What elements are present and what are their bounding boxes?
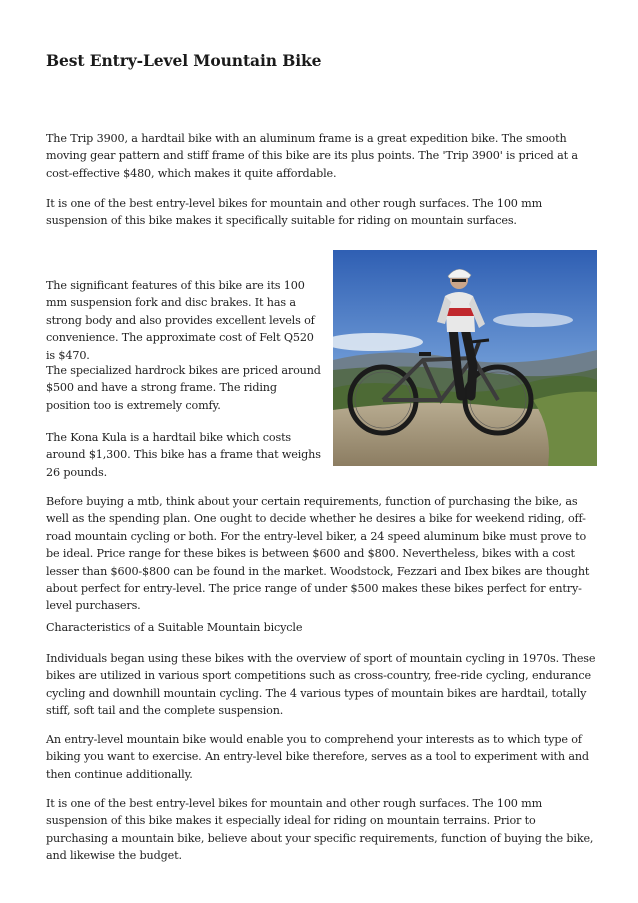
mountain-bike-rider-photo xyxy=(333,250,597,466)
paragraph-2: It is one of the best entry-level bikes for mountain and other rough surfaces. The 100 mm suspension of this bike makes it specifically suitable for riding on mountain surfaces. xyxy=(46,197,543,228)
paragraph-5: The Kona Kula is a hardtail bike which costs around $1,300. This bike has a frame that weighs 26 pounds. xyxy=(46,431,321,479)
paragraph-8: An entry-level mountain bike would enable you to comprehend your interests as to which type of biking you want to exercise. An entry-level bike therefore, serves as a tool to experiment with and then continue additionally. xyxy=(46,733,589,781)
paragraph-6: Before buying a mtb, think about your certain requirements, function of purchasing the bike, as well as the spending plan. One ought to decide whether he desires a bike for weekend riding, off-road mountain cycling or both. For the entry-level biker, a 24 speed aluminum bike must prove to be ideal. Price range for these bikes is between $600 and $800. Nevertheless, bikes with a cost lesser than $600-$800 can be found in the market. Woodstock, Fezzari and Ibex bikes are thought about perfect for entry-level. The price range of under $500 makes these bikes perfect for entry-level purchasers. xyxy=(46,495,590,613)
paragraph-7: Individuals began using these bikes with the overview of sport of mountain cycling in 1970s. These bikes are utilized in various sport competitions such as cross-country, free-ride cycling, endurance cycling and downhill mountain cycling. The 4 various types of mountain bikes are hardtail, totally stiff, soft tail and the complete suspension. xyxy=(46,652,596,718)
section-heading: Characteristics of a Suitable Mountain bicycle xyxy=(46,621,303,634)
paragraph-1: The Trip 3900, a hardtail bike with an aluminum frame is a great expedition bike. The smooth moving gear pattern and stiff frame of this bike are its plus points. The 'Trip 3900' is priced at a cost-effective $480, which makes it quite affordable. xyxy=(46,132,578,180)
paragraph-4: The specialized hardrock bikes are priced around $500 and have a strong frame. The riding position too is extremely comfy. xyxy=(46,364,321,412)
paragraph-9: It is one of the best entry-level bikes for mountain and other rough surfaces. The 100 mm suspension of this bike makes it especially ideal for riding on mountain terrains. Prior to purchasing a mountain bike, believe about your specific requirements, function of buying the bike, and likewise the budget. xyxy=(46,797,594,863)
page-title: Best Entry-Level Mountain Bike xyxy=(46,51,322,70)
paragraph-3: The significant features of this bike are its 100 mm suspension fork and disc brakes. It has a strong body and also provides excellent levels of convenience. The approximate cost of Felt Q520 is $470. xyxy=(46,279,315,362)
